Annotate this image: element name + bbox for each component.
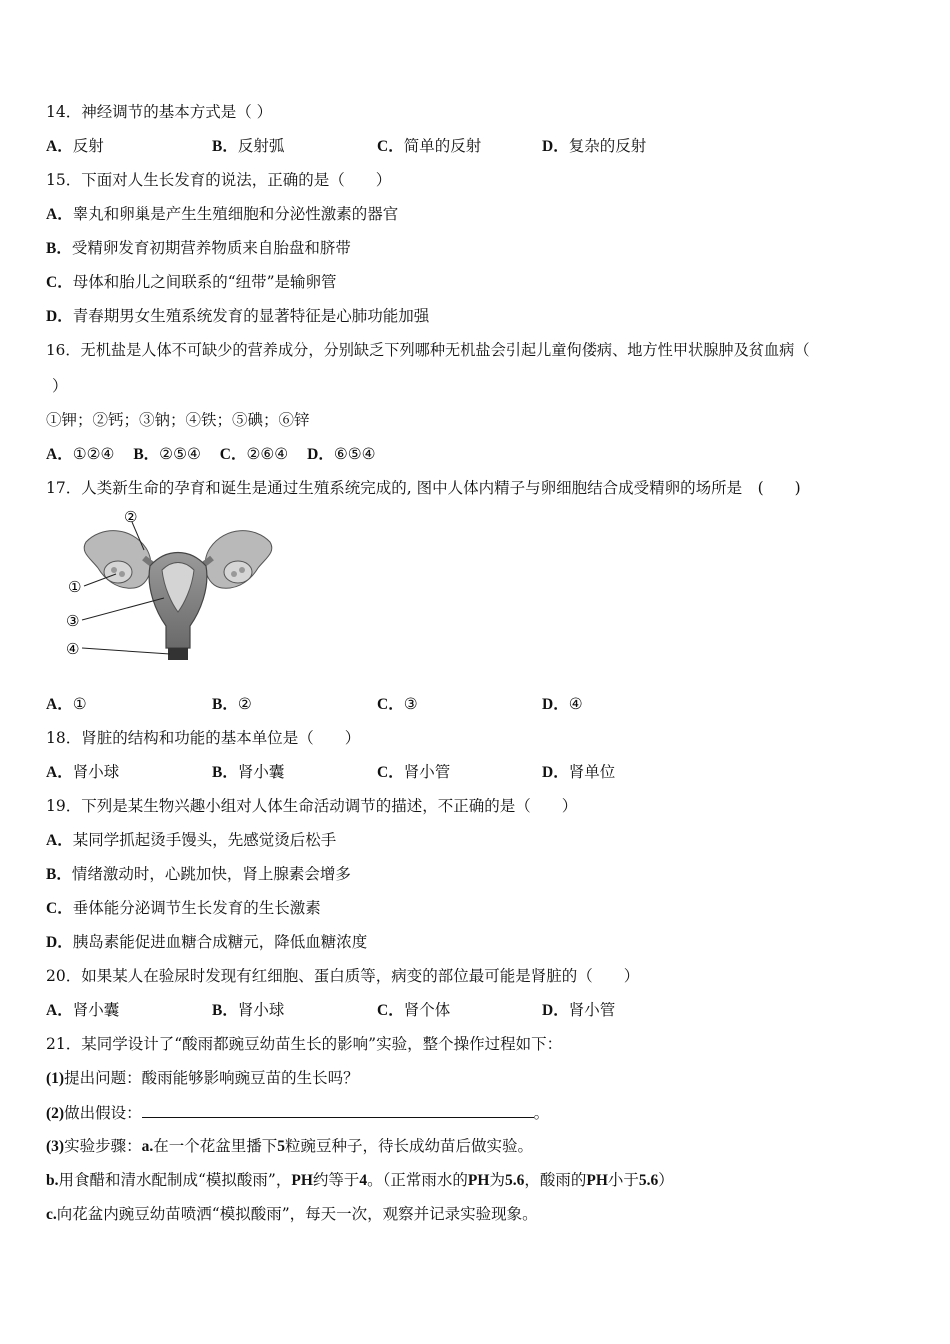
q21-step-2: (2)做出假设： 。 (46, 1104, 550, 1122)
q17-stem: 17．人类新生命的孕育和诞生是通过生殖系统完成的, 图中人体内精子与卵细胞结合成受精卵的场所是 ( ) (46, 479, 801, 497)
figure-label-2: ② (124, 508, 138, 526)
q15-option-c: C．母体和胎儿之间联系的“纽带”是输卵管 (46, 273, 337, 291)
q19-stem: 19．下列是某生物兴趣小组对人体生命活动调节的描述，不正确的是（ ） (46, 797, 578, 815)
figure-label-4: ④ (66, 640, 80, 658)
q16-stem: 16．无机盐是人体不可缺少的营养成分，分别缺乏下列哪种无机盐会引起儿童佝偻病、地方性甲状腺肿及贫血病（ (46, 341, 810, 359)
q15-option-b: B．受精卵发育初期营养物质来自胎盘和脐带 (46, 239, 351, 257)
q16-stem-cont: ） (52, 377, 68, 395)
q19-option-c: C．垂体能分泌调节生长发育的生长激素 (46, 899, 321, 917)
q16-list: ①钾；②钙；③钠；④铁；⑤碘；⑥锌 (46, 411, 310, 429)
q19-option-d: D．胰岛素能促进血糖合成糖元，降低血糖浓度 (46, 933, 368, 951)
q20-stem: 20．如果某人在验尿时发现有红细胞、蛋白质等，病变的部位最可能是肾脏的（ ） (46, 967, 640, 985)
q15-stem: 15．下面对人生长发育的说法，正确的是（ ） (46, 171, 392, 189)
q19-option-b: B．情绪激动时，心跳加快，肾上腺素会增多 (46, 865, 351, 883)
q21-stem: 21．某同学设计了“酸雨都豌豆幼苗生长的影响”实验，整个操作过程如下： (46, 1035, 563, 1053)
q15-option-a: A．睾丸和卵巢是产生生殖细胞和分泌性激素的器官 (46, 205, 399, 223)
figure-label-1: ① (68, 578, 82, 596)
q21-step-3: (3)实验步骤：a.在一个花盆里播下5粒豌豆种子，待长成幼苗后做实验。 (46, 1137, 533, 1155)
q21-step-1: (1)提出问题：酸雨能够影响豌豆苗的生长吗？ (46, 1069, 359, 1087)
q15-option-d: D．青春期男女生殖系统发育的显著特征是心肺功能加强 (46, 307, 430, 325)
q21-step-b: b.用食醋和清水配制成“模拟酸雨”，PH约等于4。（正常雨水的PH为5.6，酸雨的PH小于5.6） (46, 1171, 674, 1189)
hypothesis-blank (142, 1102, 534, 1118)
q16-options: A．①②④ B．②⑤④ C．②⑥④ D．⑥⑤④ (46, 445, 376, 463)
q19-option-a: A．某同学抓起烫手馒头，先感觉烫后松手 (46, 831, 337, 849)
female-reproductive-system-figure (46, 508, 310, 668)
q14-stem: 14．神经调节的基本方式是（ ） (46, 103, 273, 121)
figure-label-3: ③ (66, 612, 80, 630)
q18-stem: 18．肾脏的结构和功能的基本单位是（ ） (46, 729, 361, 747)
q21-step-c: c.向花盆内豌豆幼苗喷洒“模拟酸雨”，每天一次，观察并记录实验现象。 (46, 1205, 538, 1223)
